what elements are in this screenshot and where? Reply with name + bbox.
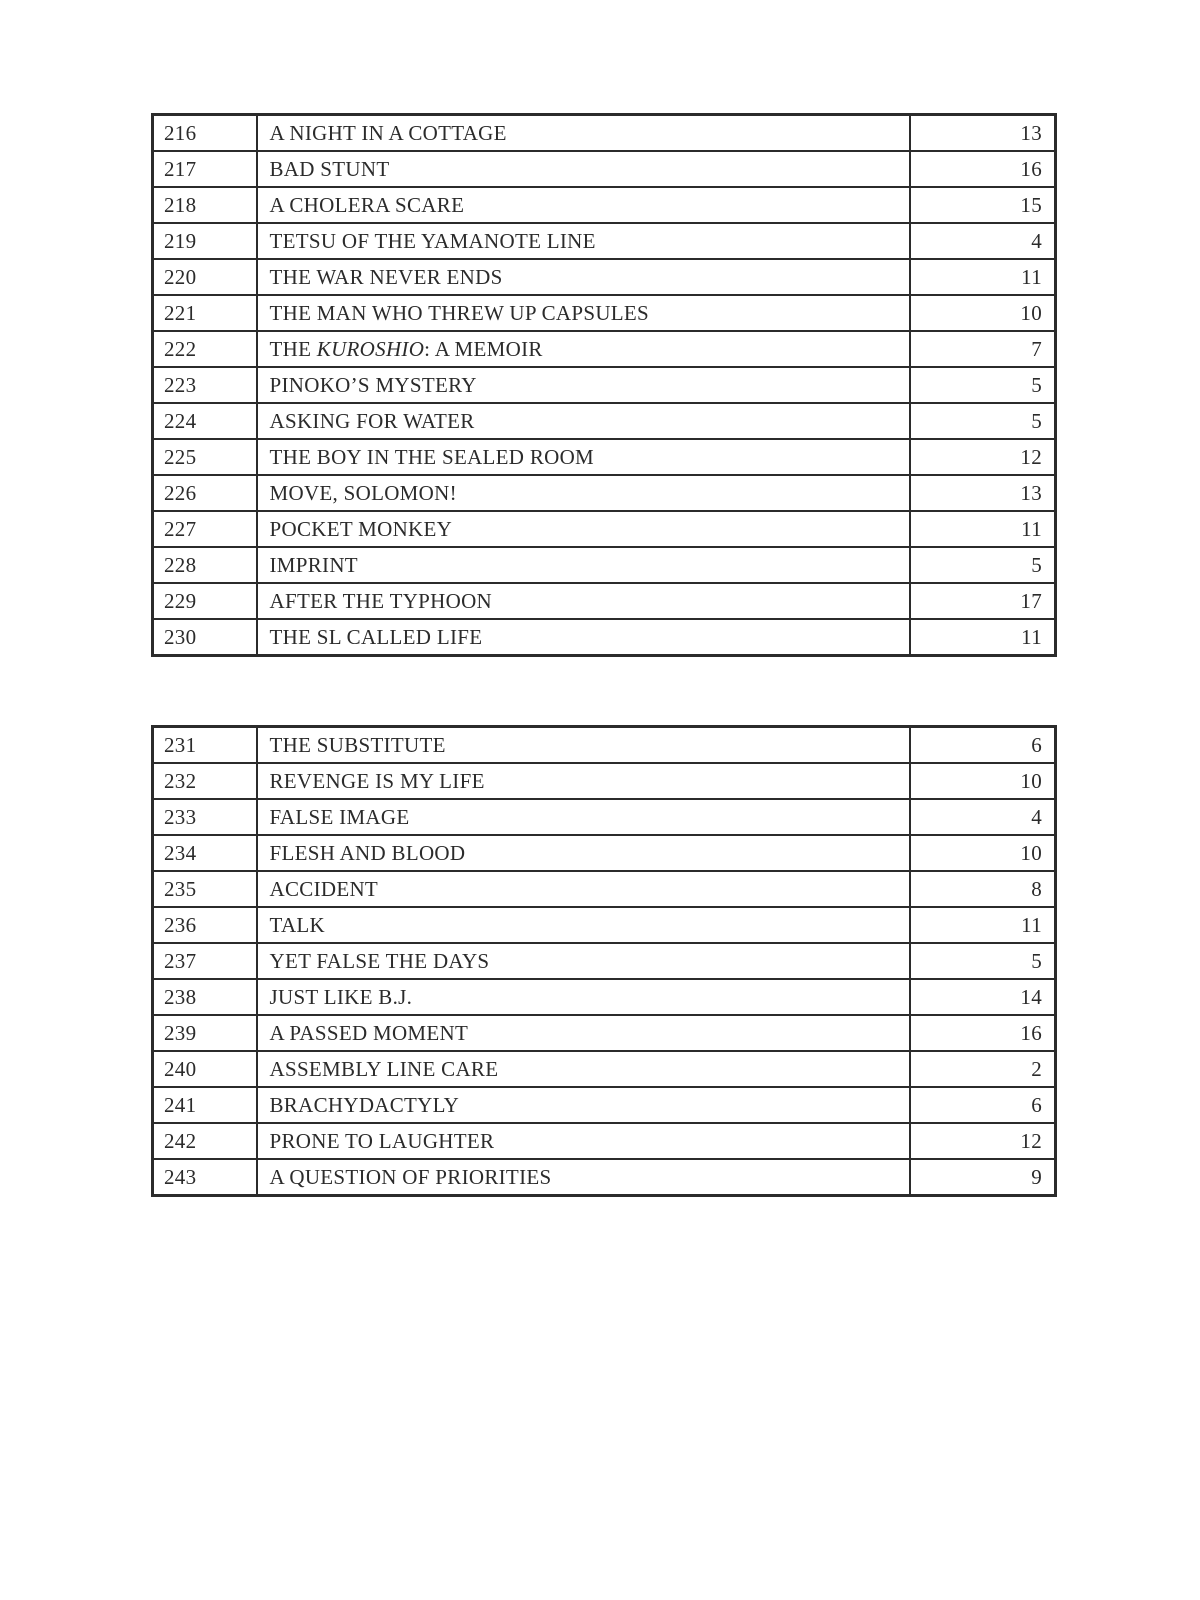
table-row [153,583,1056,619]
episode-number: 243 [153,1159,257,1196]
table-row [153,223,1056,259]
episode-page-count: 16 [910,1015,1056,1051]
episode-title: JUST LIKE B.J. [257,979,910,1015]
episode-number: 239 [153,1015,257,1051]
episode-title: PRONE TO LAUGHTER [257,1123,910,1159]
episode-number: 219 [153,223,257,259]
episode-number: 220 [153,259,257,295]
episode-title: THE MAN WHO THREW UP CAPSULES [257,295,910,331]
episode-page-count: 12 [910,439,1056,475]
table-row [153,1087,1056,1123]
episode-title-prefix: THE [269,337,317,361]
episode-number: 222 [153,331,257,367]
episode-title: THE WAR NEVER ENDS [257,259,910,295]
episode-table-1 [151,113,1057,657]
episode-number: 237 [153,943,257,979]
table-row [153,871,1056,907]
table-row [153,1051,1056,1087]
episode-page-count: 15 [910,187,1056,223]
episode-page-count: 11 [910,619,1056,656]
episode-title: A NIGHT IN A COTTAGE [257,115,910,152]
table-row [153,763,1056,799]
episode-number: 240 [153,1051,257,1087]
episode-title: TALK [257,907,910,943]
episode-page-count: 5 [910,403,1056,439]
episode-number: 221 [153,295,257,331]
episode-number: 223 [153,367,257,403]
episode-title: A QUESTION OF PRIORITIES [257,1159,910,1196]
episode-title: THE SL CALLED LIFE [257,619,910,656]
episode-title: BAD STUNT [257,151,910,187]
episode-number: 231 [153,727,257,764]
episode-page-count: 13 [910,475,1056,511]
episode-page-count: 10 [910,763,1056,799]
episode-page-count: 13 [910,115,1056,152]
episode-page-count: 9 [910,1159,1056,1196]
episode-number: 232 [153,763,257,799]
episode-number: 226 [153,475,257,511]
table-row [153,1015,1056,1051]
episode-page-count: 11 [910,511,1056,547]
episode-title: AFTER THE TYPHOON [257,583,910,619]
episode-title: FLESH AND BLOOD [257,835,910,871]
episode-title: TETSU OF THE YAMANOTE LINE [257,223,910,259]
episode-title: A CHOLERA SCARE [257,187,910,223]
episode-title: THE BOY IN THE SEALED ROOM [257,439,910,475]
episode-number: 230 [153,619,257,656]
table-row [153,799,1056,835]
episode-page-count: 14 [910,979,1056,1015]
episode-page-count: 10 [910,835,1056,871]
episode-page-count: 17 [910,583,1056,619]
episode-number: 233 [153,799,257,835]
table-row [153,547,1056,583]
episode-page-count: 12 [910,1123,1056,1159]
episode-title: FALSE IMAGE [257,799,910,835]
episode-number: 238 [153,979,257,1015]
episode-title: PINOKO’S MYSTERY [257,367,910,403]
table-row [153,367,1056,403]
episode-page-count: 5 [910,943,1056,979]
episode-title: MOVE, SOLOMON! [257,475,910,511]
episode-title: ASSEMBLY LINE CARE [257,1051,910,1087]
episode-title [257,331,910,367]
episode-page-count: 5 [910,547,1056,583]
episode-number: 229 [153,583,257,619]
table-row [153,331,1056,367]
table-row [153,943,1056,979]
episode-page-count: 7 [910,331,1056,367]
episode-number: 241 [153,1087,257,1123]
episode-title: THE SUBSTITUTE [257,727,910,764]
episode-number: 216 [153,115,257,152]
episode-title: ASKING FOR WATER [257,403,910,439]
episode-title: YET FALSE THE DAYS [257,943,910,979]
table-row [153,619,1056,656]
table-row [153,439,1056,475]
table-row [153,1159,1056,1196]
episode-number: 235 [153,871,257,907]
episode-number: 217 [153,151,257,187]
episode-page-count: 2 [910,1051,1056,1087]
episode-number: 227 [153,511,257,547]
table-row [153,187,1056,223]
episode-page-count: 11 [910,259,1056,295]
episode-title-italic: KUROSHIO [316,337,425,361]
episode-title: ACCIDENT [257,871,910,907]
episode-table-2 [151,725,1057,1197]
episode-page-count: 10 [910,295,1056,331]
table-row [153,259,1056,295]
table-row [153,511,1056,547]
episode-page-count: 6 [910,727,1056,764]
episode-title: A PASSED MOMENT [257,1015,910,1051]
episode-page-count: 5 [910,367,1056,403]
episode-title: POCKET MONKEY [257,511,910,547]
episode-page-count: 16 [910,151,1056,187]
episode-title-suffix: : A MEMOIR [424,337,543,361]
episode-number: 228 [153,547,257,583]
episode-page-count: 8 [910,871,1056,907]
table-row [153,403,1056,439]
episode-number: 224 [153,403,257,439]
table-row [153,907,1056,943]
episode-title: REVENGE IS MY LIFE [257,763,910,799]
episode-number: 236 [153,907,257,943]
table-row [153,475,1056,511]
episode-number: 242 [153,1123,257,1159]
table-row [153,979,1056,1015]
episode-number: 218 [153,187,257,223]
table-row [153,151,1056,187]
table-row [153,727,1056,764]
episode-title: BRACHYDACTYLY [257,1087,910,1123]
episode-title: IMPRINT [257,547,910,583]
table-row [153,835,1056,871]
table-row [153,115,1056,152]
episode-page-count: 4 [910,223,1056,259]
episode-page-count: 11 [910,907,1056,943]
episode-page-count: 4 [910,799,1056,835]
episode-number: 225 [153,439,257,475]
table-row [153,295,1056,331]
table-row [153,1123,1056,1159]
episode-number: 234 [153,835,257,871]
episode-page-count: 6 [910,1087,1056,1123]
